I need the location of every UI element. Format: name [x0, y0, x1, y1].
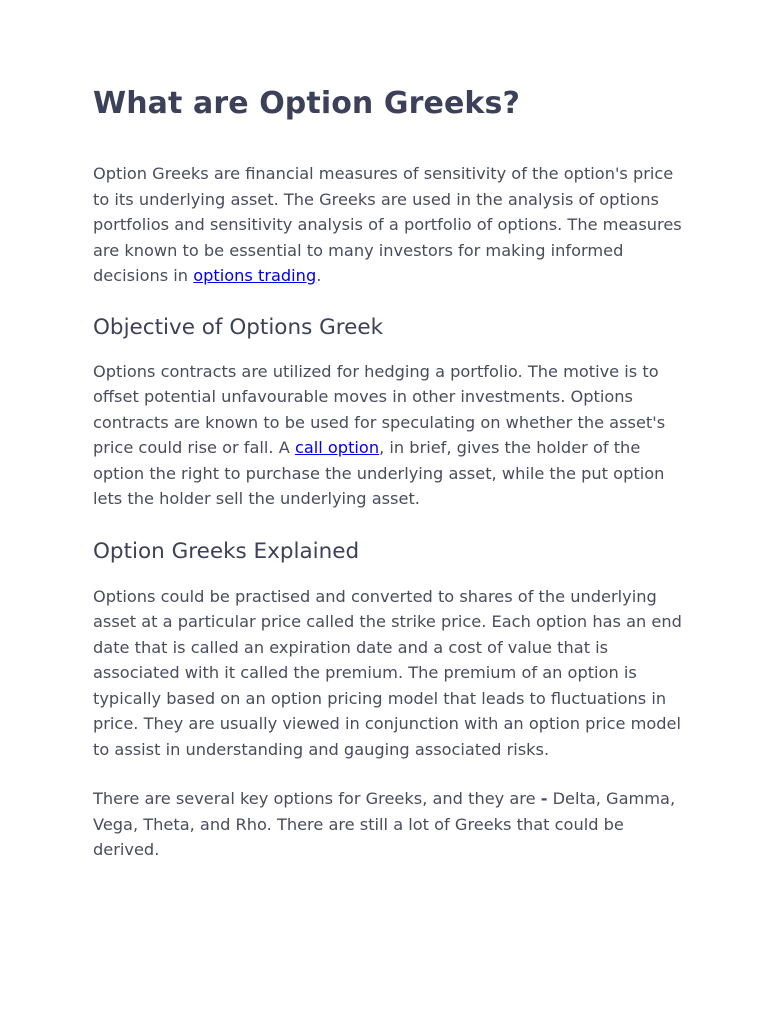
page-title: What are Option Greeks?: [93, 86, 520, 121]
article: [93, 82, 683, 863]
objective-text-end: , in brief, gives the holder of the option the right to purchase the underlying asset, while the put option lets the holder sell the underlying asset.: [93, 438, 665, 508]
intro-text: Option Greeks are financial measures of sensitivity of the option's price to its underlying asset. The Greeks are used in the analysis of options portfolios and sensitivity analysis of a portfolio of options. The measures are known to be essential to many investors for making informed decisions in: [93, 164, 682, 285]
options-trading-link[interactable]: options trading: [193, 266, 317, 285]
key-greeks-text-end: Delta, Gamma, Vega, Theta, and Rho. There are still a lot of Greeks that could be derived.: [93, 789, 676, 859]
intro-paragraph: [93, 161, 683, 289]
call-option-link[interactable]: call option: [294, 438, 380, 457]
explained-heading: Option Greeks Explained: [93, 538, 360, 564]
objective-text: Options contracts are utilized for hedging a portfolio. The motive is to offset potential unfavourable moves in other investments. Options contracts are known to be used for speculating on whether the asset's price could rise or fall. A: [93, 361, 666, 457]
objective-heading: Objective of Options Greek: [93, 314, 384, 340]
intro-text-end: .: [316, 266, 322, 285]
key-greeks-text: There are several key options for Greeks, and they are: [93, 789, 541, 808]
key-greeks-separator: -: [540, 789, 548, 808]
key-greeks-paragraph: [93, 786, 683, 863]
explained-paragraph: Options could be practised and converted to shares of the underlying asset at a particular price called the strike price. Each option has an end date that is called an expiration date and a cost of value that is associated with it called the premium. The premium of an option is typically based on an option pricing model that leads to fluctuations in price. They are usually viewed in conjunction with an option price model to assist in understanding and gauging associated risks.: [93, 586, 682, 759]
objective-paragraph: [93, 359, 683, 512]
